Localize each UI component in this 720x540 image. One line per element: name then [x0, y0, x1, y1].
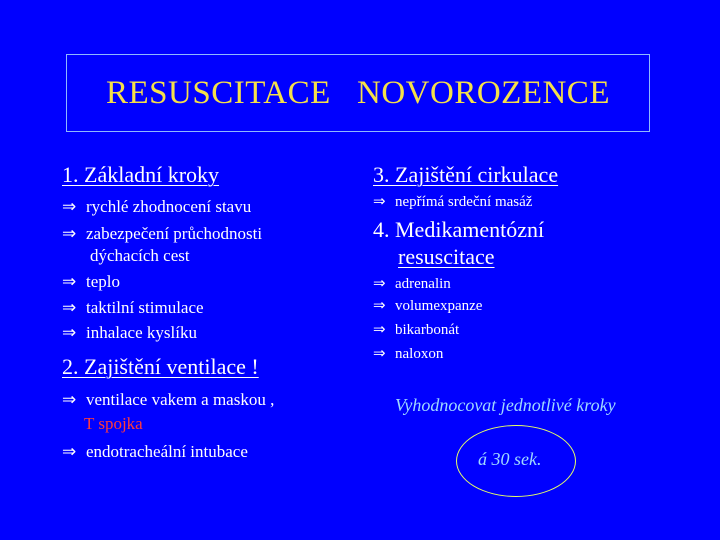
list-item-text: nepřímá srdeční masáž	[395, 194, 533, 210]
heading-medication-line2: resuscitace	[398, 244, 495, 269]
list-item-text: rychlé zhodnocení stavu	[86, 197, 252, 216]
implies-arrow-icon: ⇒	[373, 194, 386, 210]
list-item-text: inhalace kyslíku	[86, 323, 197, 342]
list-item-text: naloxon	[395, 346, 444, 362]
implies-arrow-icon: ⇒	[373, 322, 386, 338]
heading-basic-steps: 1. Základní kroky	[62, 162, 220, 187]
implies-arrow-icon: ⇒	[62, 442, 77, 461]
heading-ventilation: 2. Zajištění ventilace !	[62, 354, 259, 379]
heading-circulation: 3. Zajištění cirkulace	[373, 162, 559, 187]
list-item	[62, 297, 204, 319]
list-item	[62, 322, 197, 344]
list-item-highlight: T spojka	[84, 414, 143, 433]
implies-arrow-icon: ⇒	[373, 346, 386, 362]
list-item-text: adrenalin	[395, 276, 451, 292]
list-item	[62, 223, 262, 245]
list-item	[373, 272, 451, 296]
list-item	[62, 441, 248, 463]
implies-arrow-icon: ⇒	[62, 323, 77, 342]
list-item	[62, 389, 274, 411]
list-item-continuation: dýchacích cest	[90, 246, 190, 265]
implies-arrow-icon: ⇒	[62, 224, 77, 243]
implies-arrow-icon: ⇒	[373, 298, 386, 314]
list-item-text: teplo	[86, 272, 120, 291]
implies-arrow-icon: ⇒	[62, 197, 77, 216]
list-item	[373, 318, 459, 342]
list-item-text: ventilace vakem a maskou ,	[86, 390, 275, 409]
list-item	[62, 271, 120, 293]
implies-arrow-icon: ⇒	[373, 276, 386, 292]
list-item	[62, 196, 251, 218]
implies-arrow-icon: ⇒	[62, 272, 77, 291]
implies-arrow-icon: ⇒	[62, 390, 77, 409]
list-item	[373, 294, 482, 318]
list-item-text: volumexpanze	[395, 298, 483, 314]
list-item-text: taktilní stimulace	[86, 298, 204, 317]
interval-text: á 30 sek.	[478, 449, 542, 469]
list-item-text: endotracheální intubace	[86, 442, 248, 461]
list-item-text: zabezpečení průchodnosti	[86, 224, 263, 243]
slide-title: RESUSCITACE NOVOROZENCE	[106, 74, 610, 111]
title-box	[66, 54, 650, 132]
evaluation-note: Vyhodnocovat jednotlivé kroky	[395, 395, 616, 415]
list-item	[373, 342, 443, 366]
list-item	[373, 190, 532, 214]
implies-arrow-icon: ⇒	[62, 298, 77, 317]
heading-medication-line1: 4. Medikamentózní	[373, 217, 545, 242]
list-item-text: bikarbonát	[395, 322, 460, 338]
